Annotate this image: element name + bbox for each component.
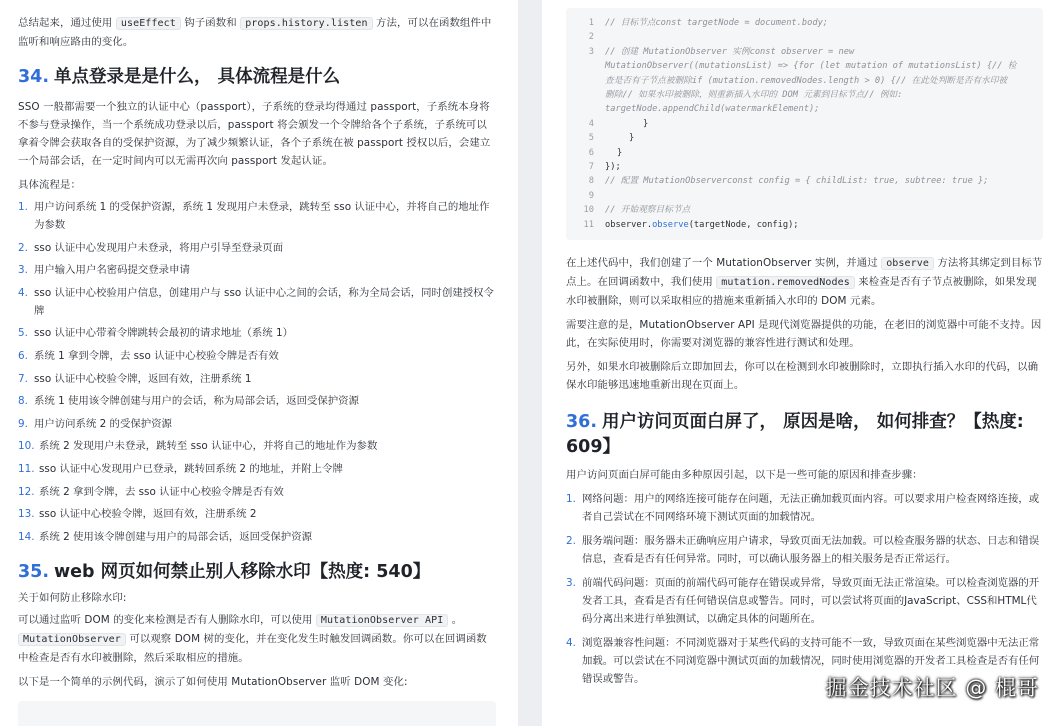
flow-label: 具体流程是： <box>18 179 81 191</box>
list-number: 9. <box>18 417 28 430</box>
list-item: 2. sso 认证中心发现用户未登录，将用户引导至登录页面 <box>18 239 496 257</box>
list-item: 1. 网络问题：用户的网络连接可能存在问题，无法正确加载页面内容。可以要求用户检查网络连接，或者自己尝试在不同网络环境下测试页面的加载情况。 <box>566 490 1043 526</box>
list-number: 11. <box>18 462 35 475</box>
code-explanation: 在上述代码中，我们创建了一个 MutationObserver 实例，并通过 observe 方法将其绑定到目标节点上。在回调函数中，我们使用 mutation.removedNodes 来检查是否有子节点被删除，如果发现水印被删除，则可以采取相应的措施来重新插入水印的 DOM 元素。 <box>566 257 1043 308</box>
example-intro: 以下是一个简单的示例代码，演示了如何使用 MutationObserver 监听 DOM 变化: <box>18 675 408 688</box>
code-line: 4 } <box>588 118 649 129</box>
code-line: 3 // 创建 MutationObserver 实例const observer = new MutationObserver((mutationsList) => {for (let mutation of mutationsList) {// 检 查是否有子节点被删除if (mutation.removedNodes.length > 0) {// 在此处判断是否有水印被 删除// 如果水印被删除，则重新插入水印的 DOM 元素到目标节点// 例如: targetNode.appendChild(watermarkElement); <box>588 46 1017 115</box>
intro-paragraph: 总结起来，通过使用 useEffect 钩子函数和 props.history.listen 方法，可以在函数组件中监听和响应路由的变化。 <box>18 17 492 48</box>
list-number: 1. <box>18 201 28 213</box>
list-item: 4. sso 认证中心校验用户信息，创建用户与 sso 认证中心之间的会话，称为全局会话，同时创建授权令牌 <box>18 284 496 320</box>
code-line: 11 observer.observe(targetNode, config); <box>583 219 799 230</box>
list-item: 6. 系统 1 拿到令牌，去 sso 认证中心校验令牌是否有效 <box>18 347 496 365</box>
list-number: 4. <box>566 637 576 650</box>
section-number: 34. <box>18 67 50 87</box>
list-number: 14. <box>18 530 35 543</box>
list-item: 14. 系统 2 使用该令牌创建与用户的局部会话，返回受保护资源 <box>18 528 496 546</box>
list-item: 12. 系统 2 拿到令牌，去 sso 认证中心校验令牌是否有效 <box>18 483 496 501</box>
section-34-heading <box>18 65 496 90</box>
list-number: 4. <box>18 286 28 299</box>
list-number: 1. <box>566 493 576 506</box>
section-35-heading <box>18 560 496 585</box>
right-page <box>542 0 1063 726</box>
code-line: 1 // 目标节点const targetNode = document.body; <box>588 18 829 28</box>
watermark-question: 关于如何防止移除水印: <box>18 591 127 604</box>
code-line: 6 } <box>588 147 623 158</box>
inline-code: MutationObserver <box>18 633 126 646</box>
code-block <box>566 8 1043 240</box>
section-title: 用户访问页面白屏了， 原因是啥， 如何排查？【热度: 609】 <box>566 412 1024 458</box>
list-number: 13. <box>18 508 35 521</box>
code-line: 2 <box>588 32 594 43</box>
list-item: 7. sso 认证中心校验令牌，返回有效，注册系统 1 <box>18 370 496 388</box>
inline-code: MutationObserver API <box>316 614 448 627</box>
sso-paragraph: SSO 一般都需要一个独立的认证中心（passport），子系统的登录均得通过 passport，子系统本身将不参与登录操作，当一个系统成功登录以后，passport 将会颁发一个令牌给各个子系统，子系统可以拿着令牌会获取各自的受保护资源，为了减少频繁认证，各个子系统在被 passport 授权以后，会建立一个局部会话，在一定时间内可以无需再次向 passport 发起认证。 <box>18 101 491 167</box>
list-item: 4. 浏览器兼容性问题：不同浏览器对于某些代码的支持可能不一致，导致页面在某些浏览器中无法正常加载。可以尝试在不同浏览器中测试页面的加载情况，同时使用浏览器的开发者工具检查是否有任何错误或警告。 <box>566 634 1043 688</box>
inline-code: observe <box>881 257 934 270</box>
code-line: 10 // 开始观察目标节点 <box>583 205 691 216</box>
list-item: 11. sso 认证中心发现用户已登录，跳转回系统 2 的地址，并附上令牌 <box>18 460 496 478</box>
inline-code: props.history.listen <box>240 17 372 30</box>
list-number: 5. <box>18 327 28 340</box>
list-item: 5. sso 认证中心带着令牌跳转会最初的请求地址（系统 1） <box>18 324 496 342</box>
list-number: 12. <box>18 485 35 498</box>
list-number: 3. <box>18 264 28 277</box>
list-item: 10. 系统 2 发现用户未登录，跳转至 sso 认证中心，并将自己的地址作为参数 <box>18 437 496 455</box>
reinsert-note: 另外，如果水印被删除后立即加回去，你可以在检测到水印被删除时，立即执行插入水印的代码，以确保水印能够迅速地重新出现在页面上。 <box>566 361 1039 392</box>
list-item: 2. 服务端问题：服务器未正确响应用户请求，导致页面无法加载。可以检查服务器的状态、日志和错误信息，查看是否有任何异常。同时，可以确认服务器上的相关服务是否正常运行。 <box>566 532 1043 568</box>
list-item: 13. sso 认证中心校验令牌，返回有效，注册系统 2 <box>18 505 496 523</box>
list-number: 10. <box>18 440 35 453</box>
list-item: 8. 系统 1 使用该令牌创建与用户的会话，称为局部会话，返回受保护资源 <box>18 392 496 410</box>
code-block-start <box>18 701 496 726</box>
code-line: 8 // 配置 MutationObserverconst config = { childList: true, subtree: true }; <box>588 176 989 187</box>
code-line: 7 }); <box>588 162 621 173</box>
code-line: 5 } <box>588 133 635 144</box>
list-item: 3. 用户输入用户名密码提交登录申请 <box>18 261 496 279</box>
section-title: 单点登录是是什么， 具体流程是什么 <box>54 67 341 87</box>
list-item: 9. 用户访问系统 2 的受保护资源 <box>18 415 496 433</box>
sso-steps-list <box>18 198 496 546</box>
mutation-observer-paragraph: 可以通过监听 DOM 的变化来检测是否有人删除水印，可以使用 MutationObserver API 。MutationObserver 可以观察 DOM 树的变化，并在变化发生时触发回调函数。你可以在回调函数中检查是否有水印被删除，然后采取相应的措施。 <box>18 613 487 664</box>
list-number: 7. <box>18 372 28 385</box>
white-screen-intro: 用户访问页面白屏可能由多种原因引起，以下是一些可能的原因和排查步骤： <box>566 469 923 482</box>
section-number: 35. <box>18 561 50 582</box>
section-title: web 网页如何禁止别人移除水印【热度: 540】 <box>54 561 431 582</box>
inline-code: useEffect <box>116 17 181 30</box>
inline-code: mutation.removedNodes <box>716 276 855 289</box>
list-number: 2. <box>18 241 28 254</box>
list-item: 1. 用户访问系统 1 的受保护资源，系统 1 发现用户未登录，跳转至 sso 认证中心，并将自己的地址作为参数 <box>18 198 496 234</box>
list-item: 3. 前端代码问题：页面的前端代码可能存在错误或异常，导致页面无法正常渲染。可以检查浏览器的开发者工具，查看是否有任何错误信息或警告。同时，可以尝试将页面的JavaScript、CSS和HTML代码分离出来进行单独测试，以确定具体的问题所在。 <box>566 574 1043 628</box>
left-page <box>0 0 518 726</box>
section-36-heading <box>566 410 1043 460</box>
white-screen-causes-list <box>566 490 1043 688</box>
list-number: 2. <box>566 535 576 548</box>
section-number: 36. <box>566 412 598 433</box>
list-number: 8. <box>18 395 28 408</box>
list-number: 6. <box>18 349 28 362</box>
code-line: 9 <box>588 190 594 201</box>
list-number: 3. <box>566 577 576 590</box>
compat-note: 需要注意的是，MutationObserver API 是现代浏览器提供的功能，在老旧的浏览器中可能不支持。因此，在实际使用时，你需要对浏览器的兼容性进行测试和处理。 <box>566 319 1042 350</box>
site-watermark: 掘金技术社区 @ 棍哥 <box>825 676 1039 700</box>
